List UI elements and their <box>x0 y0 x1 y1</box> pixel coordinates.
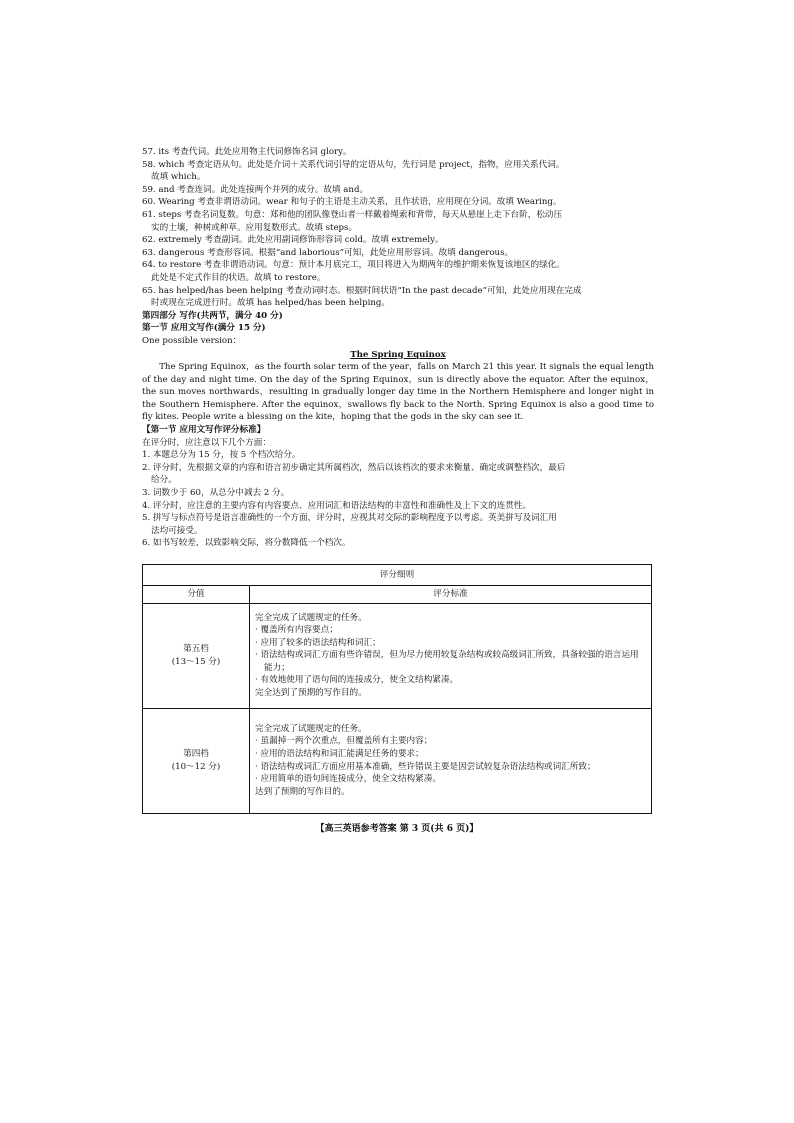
scoring-rule <box>142 449 654 462</box>
criteria-bullet: · 覆盖所有内容要点； <box>255 625 338 636</box>
criteria-bullet: · 虽漏掉一两个次重点，但覆盖所有主要内容； <box>255 736 433 747</box>
answer-line: 59. and 考查连词。此处连接两个并列的成分。故填 and。 <box>142 184 369 195</box>
scoring-rule-continuation: 给分。 <box>151 475 177 486</box>
answer-item-64 <box>142 259 654 284</box>
grade-cell <box>143 708 250 813</box>
answer-content <box>142 146 654 550</box>
scoring-rule <box>142 462 654 487</box>
rubric-row-grade4 <box>143 708 652 813</box>
answer-continuation: 此处是不定式作目的状语。故填 to restore。 <box>151 272 326 283</box>
rubric-header-row <box>143 586 652 604</box>
column-header-criteria: 评分标准 <box>250 586 652 604</box>
answer-continuation: 实的土壤，种树或种草。应用复数形式。故填 steps。 <box>151 222 358 233</box>
answer-line: 57. its 考查代词。此处应用物主代词修饰名词 glory。 <box>142 147 352 157</box>
answer-line: 60. Wearing 考查非谓语动词。wear 和句子的主语是主动关系，且作状语，应用现在分词。故填 Wearing。 <box>142 197 562 208</box>
scoring-rule <box>142 537 654 550</box>
scoring-rule-line: 6. 如书写较差，以致影响交际，将分数降低一个档次。 <box>142 538 351 549</box>
answer-line: 63. dangerous 考查形容词。根据“and laborious”可知，此处应用形容词。故填 dangerous。 <box>142 247 514 258</box>
column-header-score: 分值 <box>143 586 250 604</box>
scoring-rule <box>142 512 654 537</box>
scoring-rule-line: 2. 评分时，先根据文章的内容和语言初步确定其所属档次，然后以该档次的要求来衡量、确定或调整档次，最后 <box>142 462 566 473</box>
scoring-rule <box>142 487 654 500</box>
answer-item-60 <box>142 196 654 209</box>
criteria-bullet: · 有效地使用了语句间的连接成分，使全文结构紧凑。 <box>255 675 459 686</box>
rubric-caption: 评分细则 <box>143 565 652 586</box>
grade-label: 第五档 <box>183 644 209 654</box>
scoring-rule-line: 5. 拼写与标点符号是语言准确性的一个方面，评分时，应视其对交际的影响程度予以考虑。英美拼写及词汇用 <box>142 513 557 524</box>
scoring-intro: 在评分时，应注意以下几个方面： <box>142 437 271 448</box>
grade-label: 第四档 <box>183 749 209 759</box>
answer-line: 61. steps 考查名词复数。句意：郑和他的团队像登山者一样戴着绳索和背带，每天从悬崖上走下台阶，松动压 <box>142 209 563 220</box>
answer-line: 62. extremely 考查副词。此处应用副词修饰形容词 cold。故填 extremely。 <box>142 235 444 246</box>
grade-range: (10～12 分) <box>171 761 221 772</box>
criteria-bullet: · 语法结构或词汇方面有些许错误，但为尽力使用较复杂结构或较高级词汇所致，具备较强的语言运用能力； <box>255 650 639 673</box>
answer-item-57 <box>142 146 654 159</box>
page-footer: 【高三英语参考答案 第 3 页(共 6 页)】 <box>315 824 479 834</box>
scoring-heading: 【第一节 应用文写作评分标准】 <box>142 425 266 436</box>
answer-continuation: 时或现在完成进行时。故填 has helped/has been helping。 <box>151 298 390 309</box>
possible-version-label: One possible version： <box>142 335 242 346</box>
answer-item-62 <box>142 234 654 247</box>
criteria-bullet: · 应用简单的语句间连接成分，使全文结构紧凑。 <box>255 774 441 785</box>
answer-line: 58. which 考查定语从句。此处是介词＋关系代词引导的定语从句，先行词是 project，指物，应用关系代词。 <box>142 159 565 170</box>
criteria-lead: 完全完成了试题规定的任务。 <box>255 723 367 734</box>
criteria-cell <box>250 603 652 708</box>
rubric-table <box>142 564 652 814</box>
rubric-row-grade5 <box>143 603 652 708</box>
rubric-caption-row <box>143 565 652 586</box>
grade-cell <box>143 603 250 708</box>
essay-body: The Spring Equinox，as the fourth solar term of the year，falls on March 21 this year. It signals the equal length of the day and night time. On the day of the Spring Equinox，sun is directly above the equator. After the equinox，the sun moves northwards，resulting in gradually longer day time in the Northern Hemisphere and longer night in the Southern Hemisphere. After the equinox，swallows fly back to the North. Spring Equinox is also a good time to fly kites. People write a blessing on the kite，hoping that the gods in the sky can see it. <box>142 362 654 423</box>
criteria-bullet: · 应用的语法结构和词汇能满足任务的要求； <box>255 749 424 759</box>
answer-line: 64. to restore 考查非谓语动词。句意：预计本月底完工，项目将进入为期两年的维护期来恢复该地区的绿化。 <box>142 260 565 271</box>
scoring-rule-line: 4. 评分时，应注意的主要内容有内容要点、应用词汇和语法结构的丰富性和准确性及上下文的连贯性。 <box>142 500 532 511</box>
criteria-tail: 达到了预期的写作目的。 <box>255 786 350 797</box>
scoring-rule <box>142 500 654 513</box>
criteria-cell <box>250 708 652 813</box>
criteria-tail: 完全达到了预期的写作目的。 <box>255 688 367 699</box>
answer-item-61 <box>142 209 654 234</box>
answer-item-58 <box>142 159 654 184</box>
scoring-rule-line: 3. 词数少于 60，从总分中减去 2 分。 <box>142 488 290 499</box>
criteria-bullet: · 语法结构或词汇方面应用基本准确，些许错误主要是因尝试较复杂语法结构或词汇所致； <box>255 761 596 772</box>
answer-item-63 <box>142 247 654 260</box>
part4-heading: 第四部分 写作(共两节，满分 40 分) <box>142 310 283 321</box>
answer-line: 65. has helped/has been helping 考查动词时态。根据时间状语“In the past decade”可知，此处应用现在完成 <box>142 285 582 296</box>
essay-title: The Spring Equinox <box>350 349 446 360</box>
section1-heading: 第一节 应用文写作(满分 15 分) <box>142 323 266 334</box>
grade-range: (13～15 分) <box>171 656 221 667</box>
answer-item-59 <box>142 184 654 197</box>
answer-item-65 <box>142 285 654 310</box>
criteria-bullet: · 应用了较多的语法结构和词汇； <box>255 637 381 648</box>
criteria-lead: 完全完成了试题规定的任务。 <box>255 612 367 623</box>
answer-continuation: 故填 which。 <box>151 172 206 183</box>
scoring-rule-continuation: 法均可接受。 <box>151 525 203 536</box>
scoring-rule-line: 1. 本题总分为 15 分，按 5 个档次给分。 <box>142 450 301 461</box>
